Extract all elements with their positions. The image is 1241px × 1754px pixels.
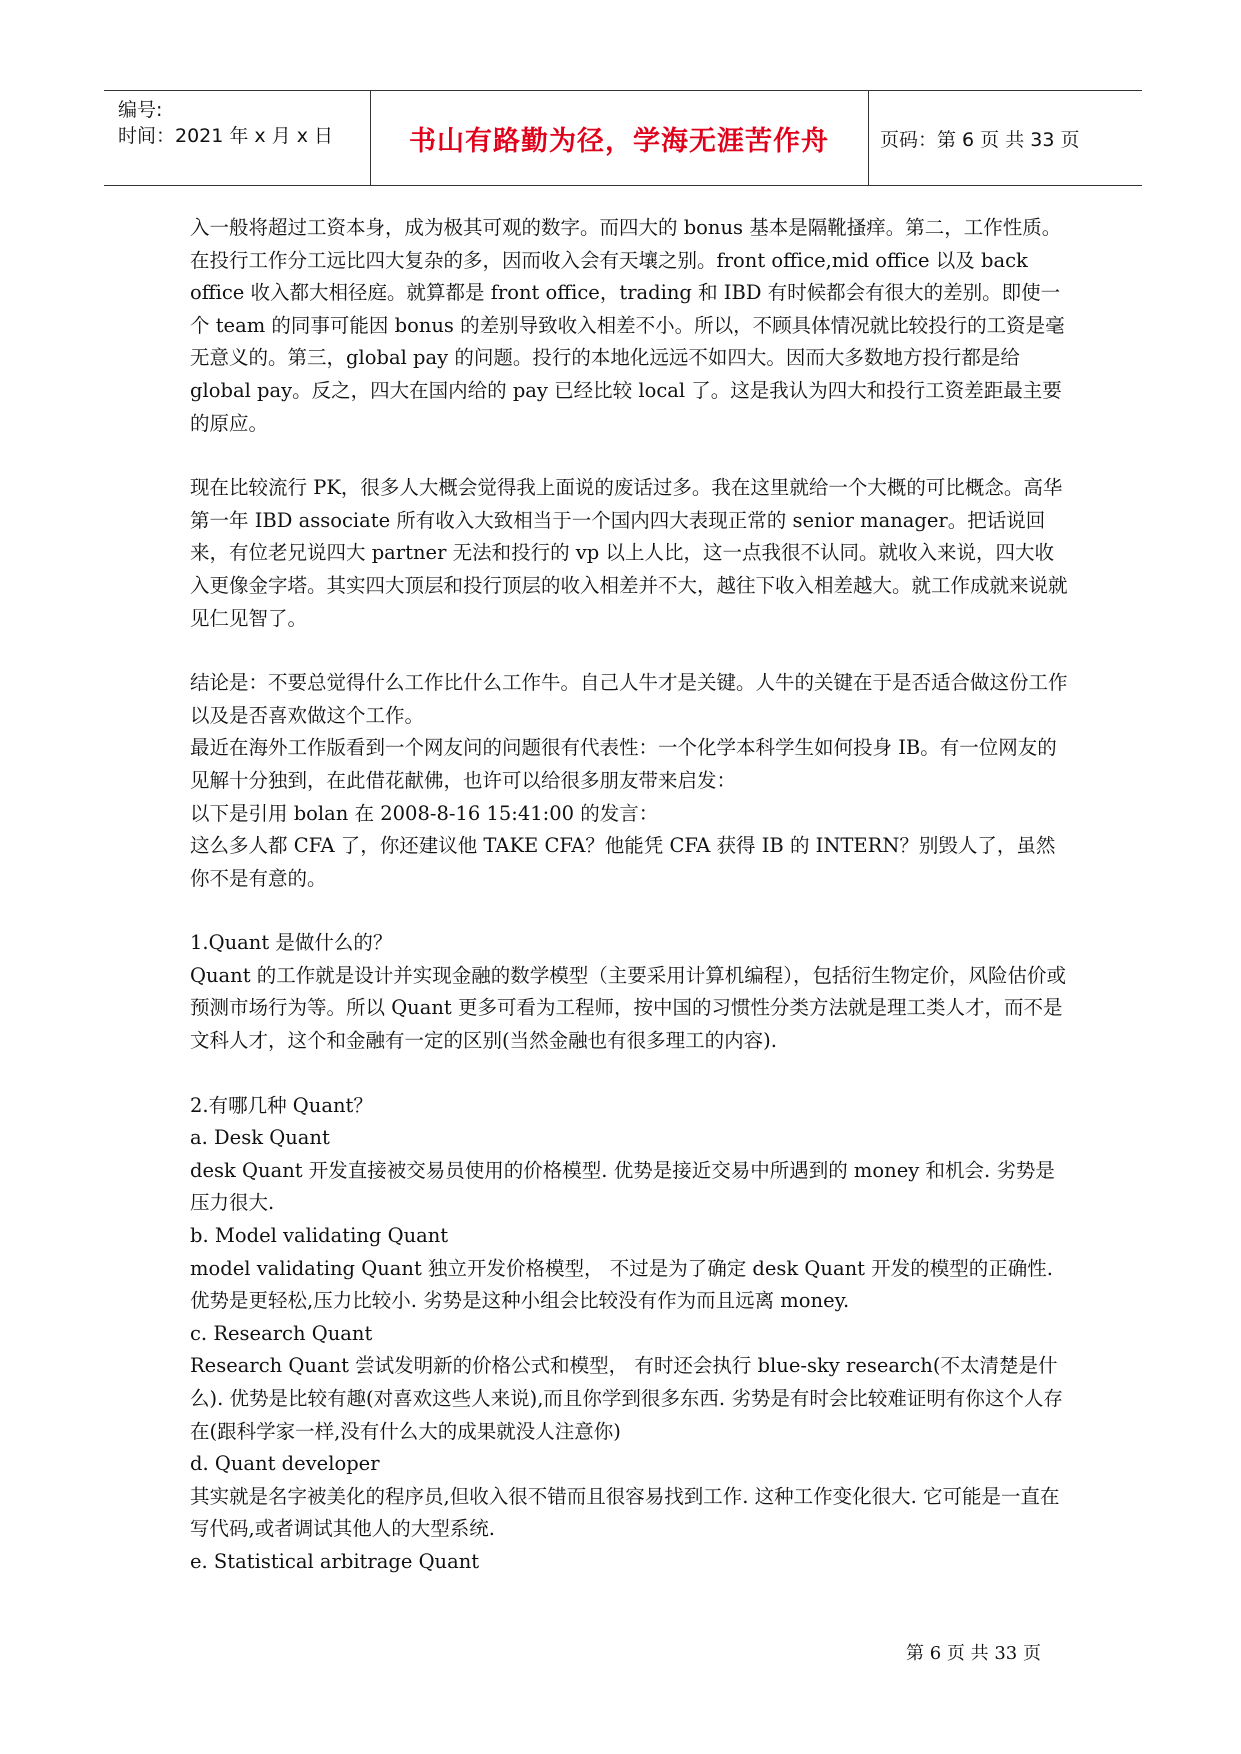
- header-page-info: 页码：第 6 页 共 33 页: [880, 128, 1080, 151]
- body-paragraph: 最近在海外工作版看到一个网友问的问题很有代表性：一个化学本科学生如何投身 IB。有一位网友的见解十分独到，在此借花献佛，也许可以给很多朋友带来启发：: [190, 736, 1057, 792]
- header-meta-cell: [104, 91, 371, 185]
- body-paragraph: model validating Quant 独立开发价格模型， 不过是为了确定 desk Quant 开发的模型的正确性. 优势是更轻松,压力比较小. 劣势是这种小组会比较没有作为而且远离 money.: [190, 1256, 1053, 1313]
- body-paragraph: desk Quant 开发直接被交易员使用的价格模型. 优势是接近交易中所遇到的 money 和机会. 劣势是压力很大.: [190, 1158, 1055, 1215]
- document-body: [190, 212, 1072, 1579]
- body-paragraph: 结论是：不要总觉得什么工作比什么工作牛。自己人牛才是关键。人牛的关键在于是否适合做这份工作以及是否喜欢做这个工作。: [190, 671, 1068, 727]
- header-page-cell: [868, 91, 1142, 185]
- body-paragraph: Research Quant 尝试发明新的价格公式和模型， 有时还会执行 blue-sky research(不太清楚是什么). 优势是比较有趣(对喜欢这些人来说),而且你学到很多东西. 劣势是有时会比较难证明有你这个人存在(跟科学家一样,没有什么大的成果就没人注意你): [190, 1354, 1063, 1443]
- header-motto-cell: [370, 91, 869, 185]
- paragraph-spacer: [190, 635, 1072, 667]
- body-paragraph: 其实就是名字被美化的程序员,但收入很不错而且很容易找到工作. 这种工作变化很大. 它可能是一直在写代码,或者调试其他人的大型系统.: [190, 1484, 1060, 1541]
- body-paragraph: d. Quant developer: [190, 1452, 380, 1476]
- body-paragraph: e. Statistical arbitrage Quant: [190, 1549, 480, 1573]
- paragraph-spacer: [190, 895, 1072, 927]
- document-number-label: 编号:: [118, 99, 163, 121]
- body-paragraph: 以下是引用 bolan 在 2008-8-16 15:41:00 的发言：: [190, 801, 659, 825]
- body-paragraph: c. Research Quant: [190, 1321, 373, 1345]
- body-paragraph: Quant 的工作就是设计并实现金融的数学模型（主要采用计算机编程），包括衍生物定价，风险估价或预测市场行为等。所以 Quant 更多可看为工程师，按中国的习惯性分类方法就是理工类人才，而不是文科人才，这个和金融有一定的区别(当然金融也有很多理工的内容).: [190, 963, 1067, 1053]
- paragraph-spacer: [190, 1058, 1072, 1090]
- body-paragraph: a. Desk Quant: [190, 1126, 330, 1150]
- document-header: [104, 90, 1142, 186]
- document-time-label: 时间：2021 年 x 月 x 日: [118, 125, 334, 147]
- header-motto: 书山有路勤为径，学海无涯苦作舟: [409, 125, 829, 157]
- paragraph-spacer: [190, 440, 1072, 472]
- body-paragraph: 1.Quant 是做什么的？: [190, 931, 393, 955]
- body-paragraph: b. Model validating Quant: [190, 1224, 449, 1248]
- page-footer: 第 6 页 共 33 页: [906, 1643, 1041, 1664]
- body-paragraph: 2.有哪几种 Quant？: [190, 1093, 373, 1117]
- body-paragraph: 现在比较流行 PK，很多人大概会觉得我上面说的废话过多。我在这里就给一个大概的可比概念。高华第一年 IBD associate 所有收入大致相当于一个国内四大表现正常的 senior manager。把话说回来，有位老兄说四大 partner 无法和投行的 vp 以上人比，这一点我很不认同。就收入来说，四大收入更像金字塔。其实四大顶层和投行顶层的收入相差并不大，越往下收入相差越大。就工作成就来说就见仁见智了。: [190, 476, 1068, 630]
- body-paragraph: 这么多人都 CFA 了，你还建议他 TAKE CFA？他能凭 CFA 获得 IB 的 INTERN？别毁人了，虽然你不是有意的。: [190, 834, 1056, 890]
- body-paragraph: 入一般将超过工资本身，成为极其可观的数字。而四大的 bonus 基本是隔靴搔痒。第二，工作性质。在投行工作分工远比四大复杂的多，因而收入会有天壤之别。front office,mid office 以及 back office 收入都大相径庭。就算都是 front office，trading 和 IBD 有时候都会有很大的差别。即使一个 team 的同事可能因 bonus 的差别导致收入相差不小。所以，不顾具体情况就比较投行的工资是毫无意义的。第三，global pay 的问题。投行的本地化远远不如四大。因而大多数地方投行都是给 global pay。反之，四大在国内给的 pay 已经比较 local 了。这是我认为四大和投行工资差距最主要的原应。: [190, 216, 1065, 435]
